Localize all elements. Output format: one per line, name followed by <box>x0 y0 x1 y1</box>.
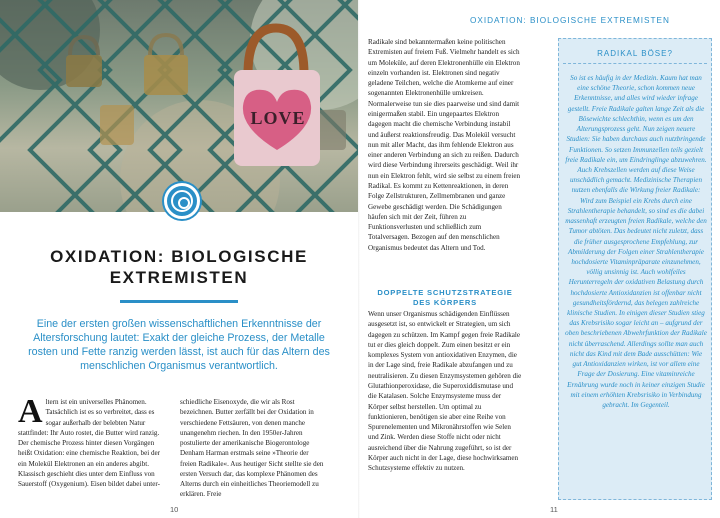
body-text: Wenn unser Organismus schädigenden Einflüssen ausgesetzt ist, so entwickelt er Strategien, um sich dagegen zu schützen. Im Kampf gegen freie Radikale tut er dies gleich doppelt. Zum einen besitzt er ein komplexes System von antioxidativen Enzymen, die in der Lage sind, freie Radikale abzufangen und zu neutralisieren. Zu diesen Enzymsystemen gehören die Glutathionperoxidase, die Superoxiddismutase und die Katalasen. Solche Enzymsysteme muss der Körper selbst herstellen. Um optimal zu funktionieren, benötigen sie aber eine Reihe von Spurenelementen und Mikronährstoffen wie Selen und Zink. Werden diese Stoffe nicht oder nicht ausreichend über die Nahrung zugeführt, so ist der Körper auch nicht in der Lage, diese hochwirksamen Schutzsysteme effektiv zu nutzen. <box>368 310 522 473</box>
drop-cap: A <box>18 393 43 430</box>
body-text: Radikale sind bekanntermaßen keine politischen Extremisten auf freiem Fuß. Vielmehr handelt es sich um Moleküle, auf deren Elektronenhülle ein Elektron einzeln vorhanden ist. Elektronen sind negativ geladene Teilchen, welche die Atomkerne auf einer sogenannten Elektronenhülle umkreisen. Normalerweise tun sie dies paarweise und sind damit einigermaßen stabil. Ein ungepaartes Elektron dagegen macht die chemische Verbindung instabil und äußerst reaktionsfreudig. Das Molekül versucht nun mit aller Macht, das ihm fehlende Elektron aus einer anderen Verbindung an sich zu reißen. Dadurch wird diese Verbindung ihrerseits geschädigt. Weil ihr nun ein Elektron fehlt, wird sie selbst zu einem freien Radikal. Es kommt zu Kettenreaktionen, in deren Folge Zellstrukturen, Zellmembranen und ganze Gewebe geschädigt werden. Die Schädigungen häufen sich mit der Zeit, führen zu Funktionsverlusten und schließlich zum Totalversagen. Bezogen auf den menschlichen Organismus bedeutet das Altern und Tod. <box>368 38 521 252</box>
body-column-right-2 <box>368 309 522 474</box>
subheading-line1: DOPPELTE SCHUTZSTRATEGIE <box>377 288 513 297</box>
body-column-left-2 <box>180 397 326 500</box>
sidebar-text: So ist es häufig in der Medizin. Kaum hat man eine schöne Theorie, schon kommen neue Erkenntnisse, und alles wird wieder infrage gestellt. Freie Radikale galten lange Zeit als die Bösewichte schlechthin, wenn es um den Alterungsprozess geht. Nun zeigen neuere Studien: Sie haben durchaus auch nutzbringende Funktionen. So setzen Immunzellen teils gezielt freie Radikale ein, um Eindringlinge abzuwehren. Auch Krebszellen werden auf diese Weise unschädlich gemacht. Medizinische Therapien nutzen ebenfalls die Wirkung freier Radikale: Wird zum Beispiel ein Krebs durch eine Strahlentherapie behandelt, so sind es die dabei massenhaft erzeugten freien Radikale, welche den Tumor abtöten. Das bedeutet nicht zuletzt, dass die früher ausgesprochene Empfehlung, zur Abmilderung der Folgen einer Strahlentherapie hochdosierte Vitaminpräparate einzunehmen, völlig unsinnig ist. Auch wohlfeiles Herunterregeln der oxidativen Belastung durch hochdosierte Antioxidanzien ist offenbar nicht gesundheitsfördernd, das belegen zahlreiche klinische Studien. In einigen dieser Studien stieg das Krebsrisiko sogar leicht an – aufgrund der oben beschriebenen Abwehrfunktion der Radikale nicht überraschend. Allerdings sollte man auch nicht das Kind mit dem Bade ausschütten: Wie gut Antioxidanzien wirken, ist vor allem eine Frage der Dosierung. Eine vitaminreiche Ernährung wurde noch in keiner einzigen Studie mit einem erhöhten Krebsrisiko in Verbindung gebracht. Im Gegenteil. <box>565 74 707 409</box>
running-head: OXIDATION: BIOLOGISCHE EXTREMISTEN <box>470 16 670 25</box>
title-rule <box>120 300 238 303</box>
padlocks-photo <box>0 0 358 212</box>
lock-love-text: LOVE <box>250 108 306 128</box>
body-column-left-1 <box>18 393 164 489</box>
page-number-left: 10 <box>170 505 179 514</box>
body-column-right-1 <box>368 37 522 253</box>
chapter-title <box>20 246 338 288</box>
sidebar-heading: RADIKAL BÖSE? <box>597 49 673 58</box>
chapter-title-line2: EXTREMISTEN <box>109 268 249 287</box>
body-text: schiedliche Eisenoxyde, die wir als Rost bezeichnen. Butter zerfällt bei der Oxidation in verschiedene Fettsäuren, von denen manche unangenehm riechen. In den 1950er-Jahren postulierte der amerikanische Biogerontologe Denham Harman erstmals seine »Theorie der freien Radikale«. Aus heutiger Sicht stellte sie den ersten Versuch dar, das komplexe Phänomen des Alterns durch ein einheitliches Theoriemodell zu erklären. Freie <box>180 398 324 499</box>
subheading-line2: DES KÖRPERS <box>412 298 478 307</box>
sidebar-box <box>558 38 712 500</box>
section-subheading <box>368 288 522 308</box>
chapter-title-line1: OXIDATION: BIOLOGISCHE <box>50 247 308 266</box>
sidebar-divider <box>563 63 707 64</box>
lead-paragraph: Eine der ersten großen wissenschaftlichen Erkenntnisse der Altersforschung lautet: Exakt der gleiche Prozess, der Metalle rosten und Fette ranzig werden lässt, ist auch für das Altern des menschlichen Organismus verantwortlich. <box>28 318 330 372</box>
oxidation-symbol-icon <box>164 183 200 219</box>
body-text: ltern ist ein universelles Phänomen. Tatsächlich ist es so verbreitet, dass es sogar außerhalb der belebten Natur stattfindet: Ihr Auto rostet, die Butter wird ranzig. Der chemische Prozess hinter diesen Vorgängen heißt Oxidation: eine chemische Reaktion, bei der ein Molekül Elektronen an ein anderes abgibt. Klassisch geschieht dies unter dem Einfluss von Sauerstoff (Oxygenium). Eisen bildet dabei unter- <box>18 398 161 488</box>
padlocks-illustration <box>0 0 358 212</box>
page-number-right: 11 <box>550 505 558 514</box>
gutter <box>358 0 360 518</box>
